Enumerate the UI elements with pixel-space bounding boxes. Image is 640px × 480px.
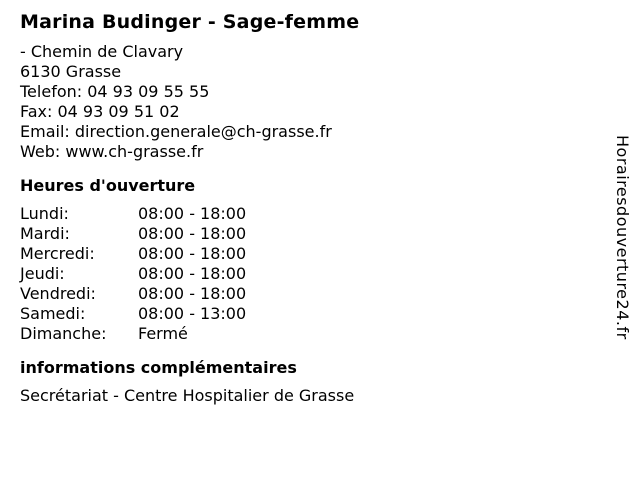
hours-row-monday [20, 204, 590, 224]
hours-time: 08:00 - 18:00 [138, 224, 247, 243]
hours-day: Vendredi: [20, 284, 96, 303]
hours-heading: Heures d'ouverture [20, 176, 196, 195]
info-heading: informations complémentaires [20, 358, 297, 377]
hours-time: 08:00 - 18:00 [138, 244, 247, 263]
street-address: - Chemin de Clavary [20, 42, 184, 61]
hours-row-tuesday [20, 224, 590, 244]
info-text: Secrétariat - Centre Hospitalier de Grasse [20, 386, 355, 405]
hours-row-saturday [20, 304, 590, 324]
hours-time: 08:00 - 18:00 [138, 284, 247, 303]
hours-row-thursday [20, 264, 590, 284]
hours-table [20, 204, 590, 344]
fax-line: Fax: 04 93 09 51 02 [20, 102, 180, 121]
hours-day: Dimanche: [20, 324, 107, 343]
business-card [20, 10, 590, 406]
hours-time: 08:00 - 13:00 [138, 304, 247, 323]
web-line[interactable]: Web: www.ch-grasse.fr [20, 142, 204, 161]
hours-time: 08:00 - 18:00 [138, 264, 247, 283]
hours-day: Jeudi: [20, 264, 65, 283]
address-block [20, 42, 590, 162]
hours-day: Mardi: [20, 224, 70, 243]
hours-time: Fermé [138, 324, 188, 343]
page-title: Marina Budinger - Sage-femme [20, 11, 360, 33]
hours-row-wednesday [20, 244, 590, 264]
hours-day: Samedi: [20, 304, 86, 323]
hours-day: Lundi: [20, 204, 69, 223]
hours-row-friday [20, 284, 590, 304]
hours-time: 08:00 - 18:00 [138, 204, 247, 223]
email-line[interactable]: Email: direction.generale@ch-grasse.fr [20, 122, 332, 141]
hours-row-sunday [20, 324, 590, 344]
city-line: 6130 Grasse [20, 62, 122, 81]
site-brand-vertical: Horairesdouverture24.fr [613, 135, 632, 340]
hours-day: Mercredi: [20, 244, 95, 263]
phone-line: Telefon: 04 93 09 55 55 [20, 82, 210, 101]
